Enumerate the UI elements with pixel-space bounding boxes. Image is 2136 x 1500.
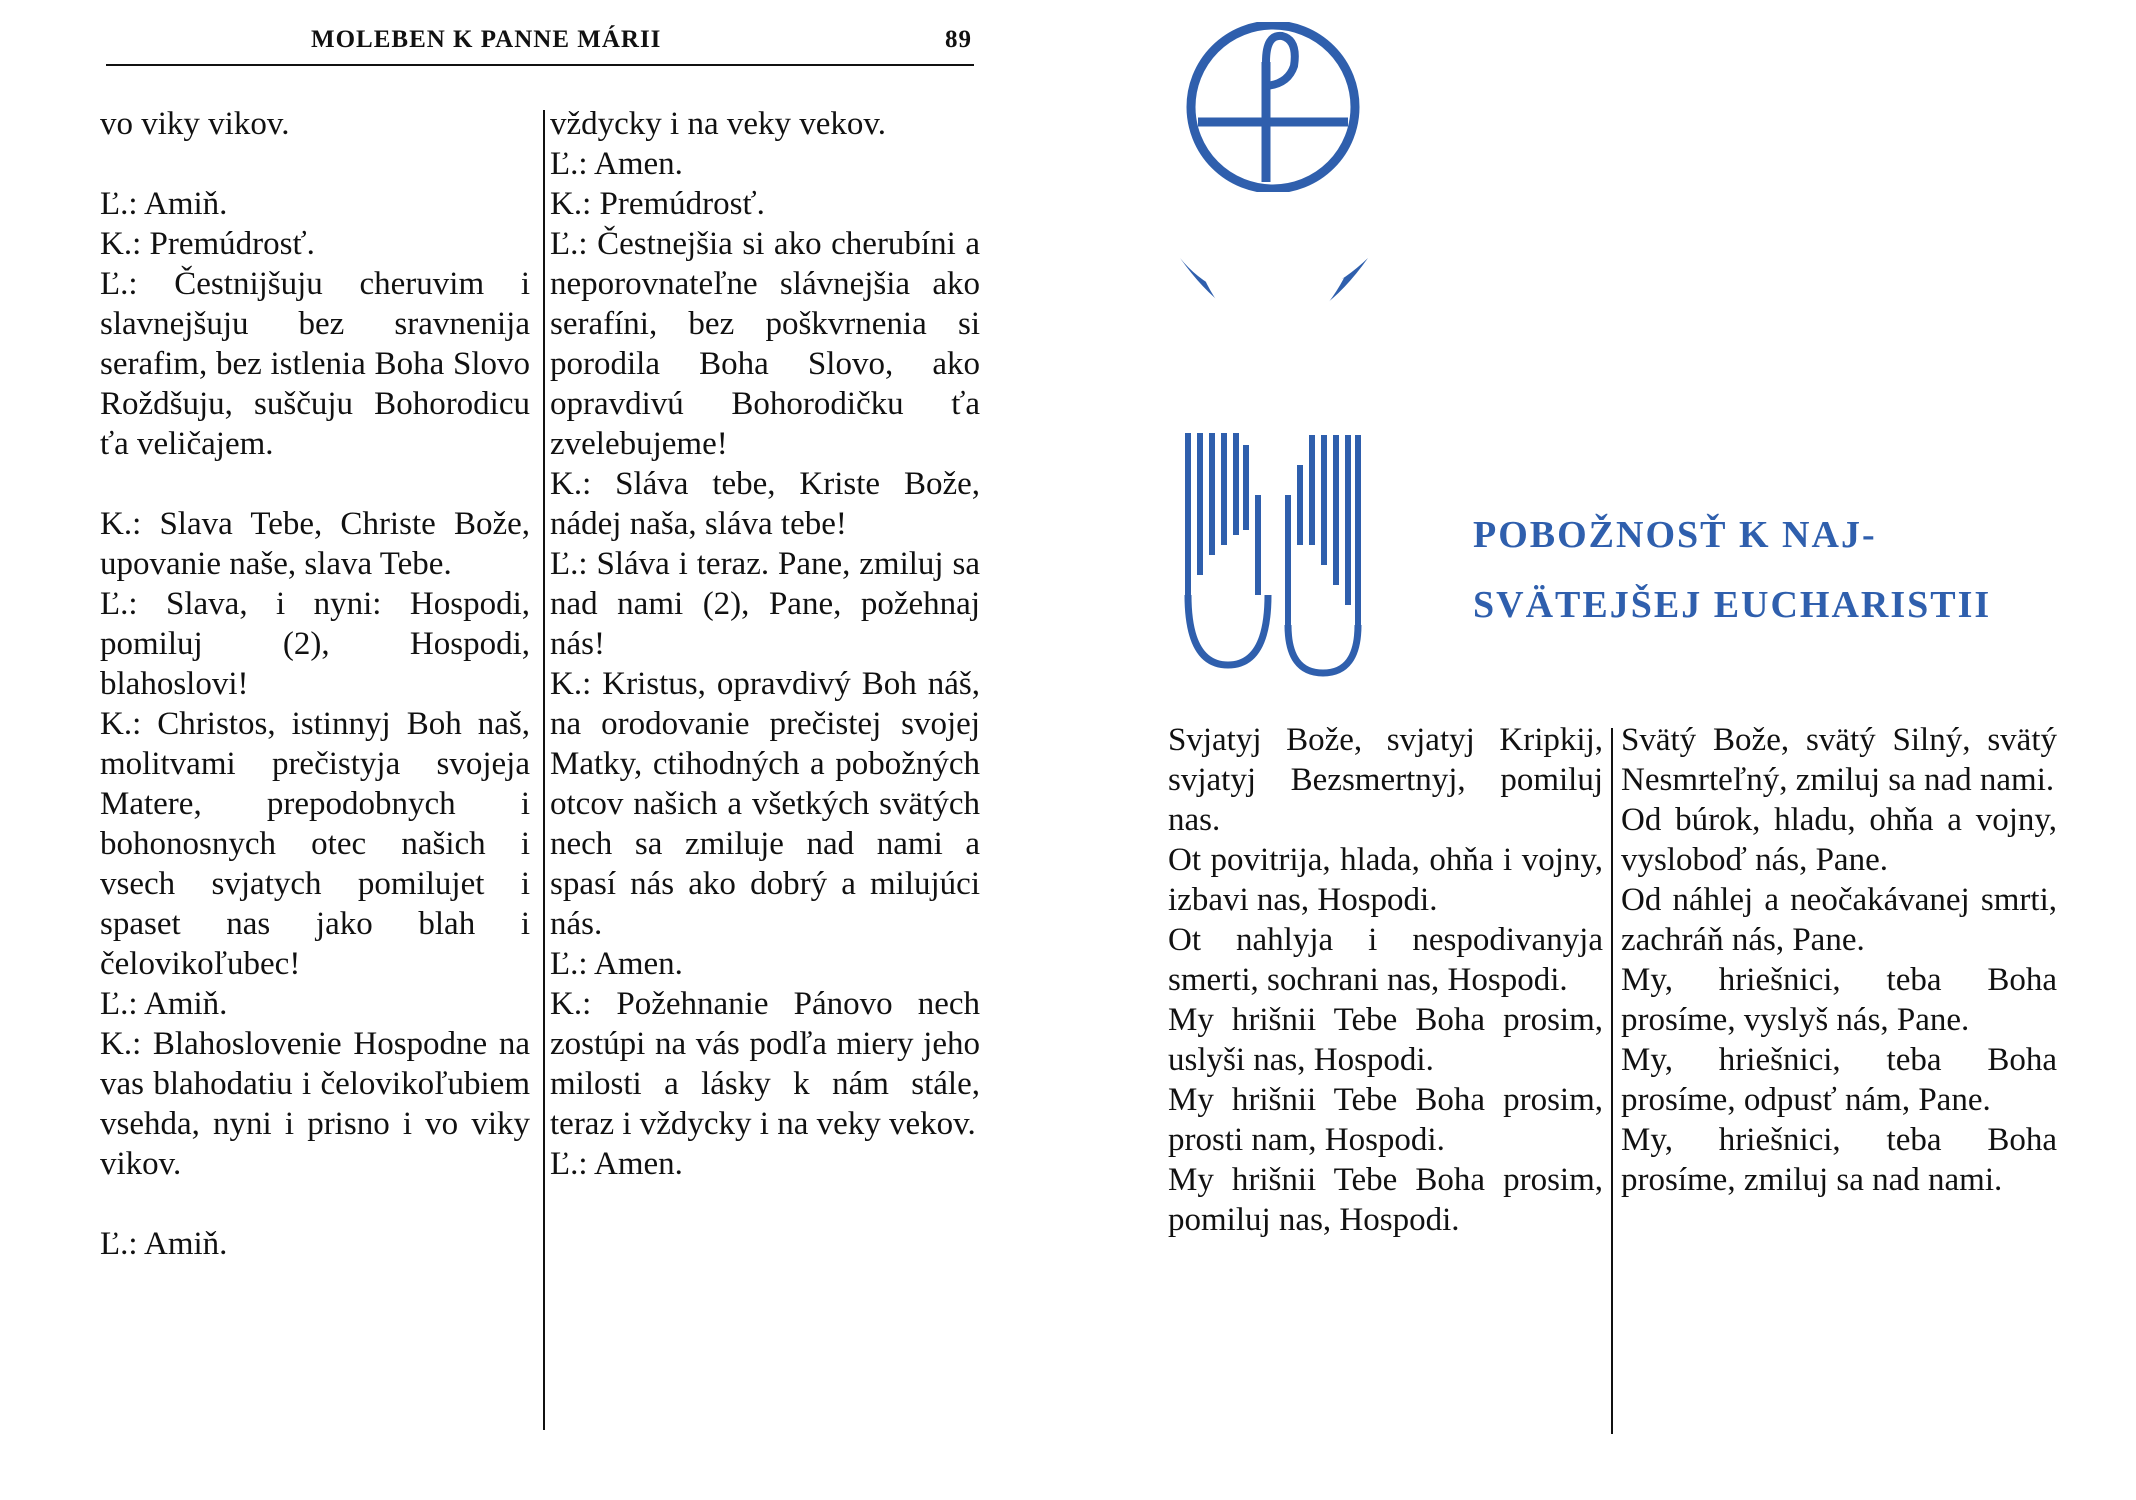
paragraph: Ľ.: Čestnejšia si ako cherubíni a neporovnateľne slávnejšia ako serafíni, bez poškvrnenia si porodila Boha Slovo, ako opravdivú Bohorodičku ťa zvelebujeme! bbox=[550, 226, 980, 462]
paragraph: K.: Premúdrosť. bbox=[100, 226, 315, 262]
paragraph: My hrišnii Tebe Boha prosim, prosti nam, Hospodi. bbox=[1168, 1082, 1603, 1158]
paragraph: K.: Kristus, opravdivý Boh náš, na orodovanie prečistej svojej Matky, ctihodných a pobožných otcov našich a všetkých svätých nech sa zmiluje nad nami a spasí nás ako dobrý a milujúci nás. bbox=[550, 666, 980, 942]
paragraph: Ľ.: Amiň. bbox=[100, 186, 228, 222]
paragraph: Ľ.: Amiň. bbox=[100, 986, 228, 1022]
paragraph-spacer bbox=[100, 144, 530, 184]
paragraph: K.: Christos, istinnyj Boh naš, molitvami prečistyja svojeja Matere, prepodobnych i bohonosnych otec našich i vsech svjatych pomilujet i spaset nas jako blah i čelovikoľubec! bbox=[100, 706, 530, 982]
section-title-line: SVÄTEJŠEJ EUCHARISTII bbox=[1473, 584, 1992, 626]
paragraph: vždycky i na veky vekov. bbox=[550, 106, 887, 142]
column-divider bbox=[543, 110, 545, 1430]
running-head bbox=[106, 22, 974, 66]
paragraph: Svätý Bože, svätý Silný, svätý Nesmrteľný, zmiluj sa nad nami. bbox=[1621, 722, 2057, 798]
paragraph: Ot povitrija, hlada, ohňa i vojny, izbavi nas, Hospodi. bbox=[1168, 842, 1603, 918]
paragraph: vo viky vikov. bbox=[100, 106, 290, 142]
paragraph: Ľ.: Čestnijšuju cheruvim i slavnejšuju bez sravnenija serafim, bez istlenia Boha Slovo Roždšuju, suščuju Bohorodicu ťa veličajem. bbox=[100, 266, 530, 462]
paragraph-spacer bbox=[100, 464, 530, 504]
paragraph: My, hriešnici, teba Boha prosíme, odpusť nám, Pane. bbox=[1621, 1042, 2057, 1118]
paragraph: Od búrok, hladu, ohňa a vojny, vysloboď nás, Pane. bbox=[1621, 802, 2057, 878]
page-number: 89 bbox=[945, 26, 972, 53]
paragraph: My, hriešnici, teba Boha prosíme, zmiluj sa nad nami. bbox=[1621, 1122, 2057, 1198]
section-title-line: POBOŽNOSŤ K NAJ- bbox=[1473, 514, 1877, 556]
left-column-rusyn bbox=[100, 104, 530, 1264]
column-divider bbox=[1611, 728, 1613, 1434]
section-title bbox=[1473, 500, 2073, 640]
paragraph: Ľ.: Slava, i nyni: Hospodi, pomiluj (2), Hospodi, blahoslovi! bbox=[100, 586, 530, 702]
running-title: MOLEBEN K PANNE MÁRII bbox=[311, 26, 662, 53]
right-column-rusyn bbox=[1168, 720, 1603, 1240]
paragraph: Od náhlej a neočakávanej smrti, zachráň nás, Pane. bbox=[1621, 882, 2057, 958]
paragraph: Ľ.: Amen. bbox=[550, 1146, 683, 1182]
paragraph: Ľ.: Sláva i teraz. Pane, zmiluj sa nad nami (2), Pane, požehnaj nás! bbox=[550, 546, 980, 662]
paragraph: K.: Požehnanie Pánovo nech zostúpi na vás podľa miery jeho milosti a lásky k nám stále, teraz i vždycky i na veky vekov. bbox=[550, 986, 980, 1142]
paragraph: Ľ.: Amen. bbox=[550, 946, 683, 982]
right-column-slovak bbox=[1621, 720, 2057, 1200]
paragraph: K.: Blahoslovenie Hospodne na vas blahodatiu i čelovikoľubiem vsehda, nyni i prisno i vo viky vikov. bbox=[100, 1026, 530, 1182]
praying-hands-icon bbox=[1178, 425, 1418, 685]
right-page bbox=[1068, 0, 2136, 1500]
paragraph-spacer bbox=[100, 1184, 530, 1224]
paragraph: Svjatyj Bože, svjatyj Kripkij, svjatyj Bezsmertnyj, pomiluj nas. bbox=[1168, 722, 1603, 838]
left-column-slovak bbox=[550, 104, 980, 1184]
paragraph: My hrišnii Tebe Boha prosim, uslyši nas, Hospodi. bbox=[1168, 1002, 1603, 1078]
crescent-icon bbox=[1174, 250, 1374, 350]
paragraph: My, hriešnici, teba Boha prosíme, vyslyš nás, Pane. bbox=[1621, 962, 2057, 1038]
paragraph: Ľ.: Amen. bbox=[550, 146, 683, 182]
paragraph: My hrišnii Tebe Boha prosim, pomiluj nas, Hospodi. bbox=[1168, 1162, 1603, 1238]
paragraph: Ľ.: Amiň. bbox=[100, 1226, 228, 1262]
paragraph: K.: Premúdrosť. bbox=[550, 186, 765, 222]
paragraph: Ot nahlyja i nespodivanyja smerti, sochrani nas, Hospodi. bbox=[1168, 922, 1603, 998]
paragraph: K.: Slava Tebe, Christe Bože, upovanie naše, slava Tebe. bbox=[100, 506, 530, 582]
chi-rho-cross-icon bbox=[1178, 22, 1368, 192]
paragraph: K.: Sláva tebe, Kriste Bože, nádej naša, sláva tebe! bbox=[550, 466, 980, 542]
